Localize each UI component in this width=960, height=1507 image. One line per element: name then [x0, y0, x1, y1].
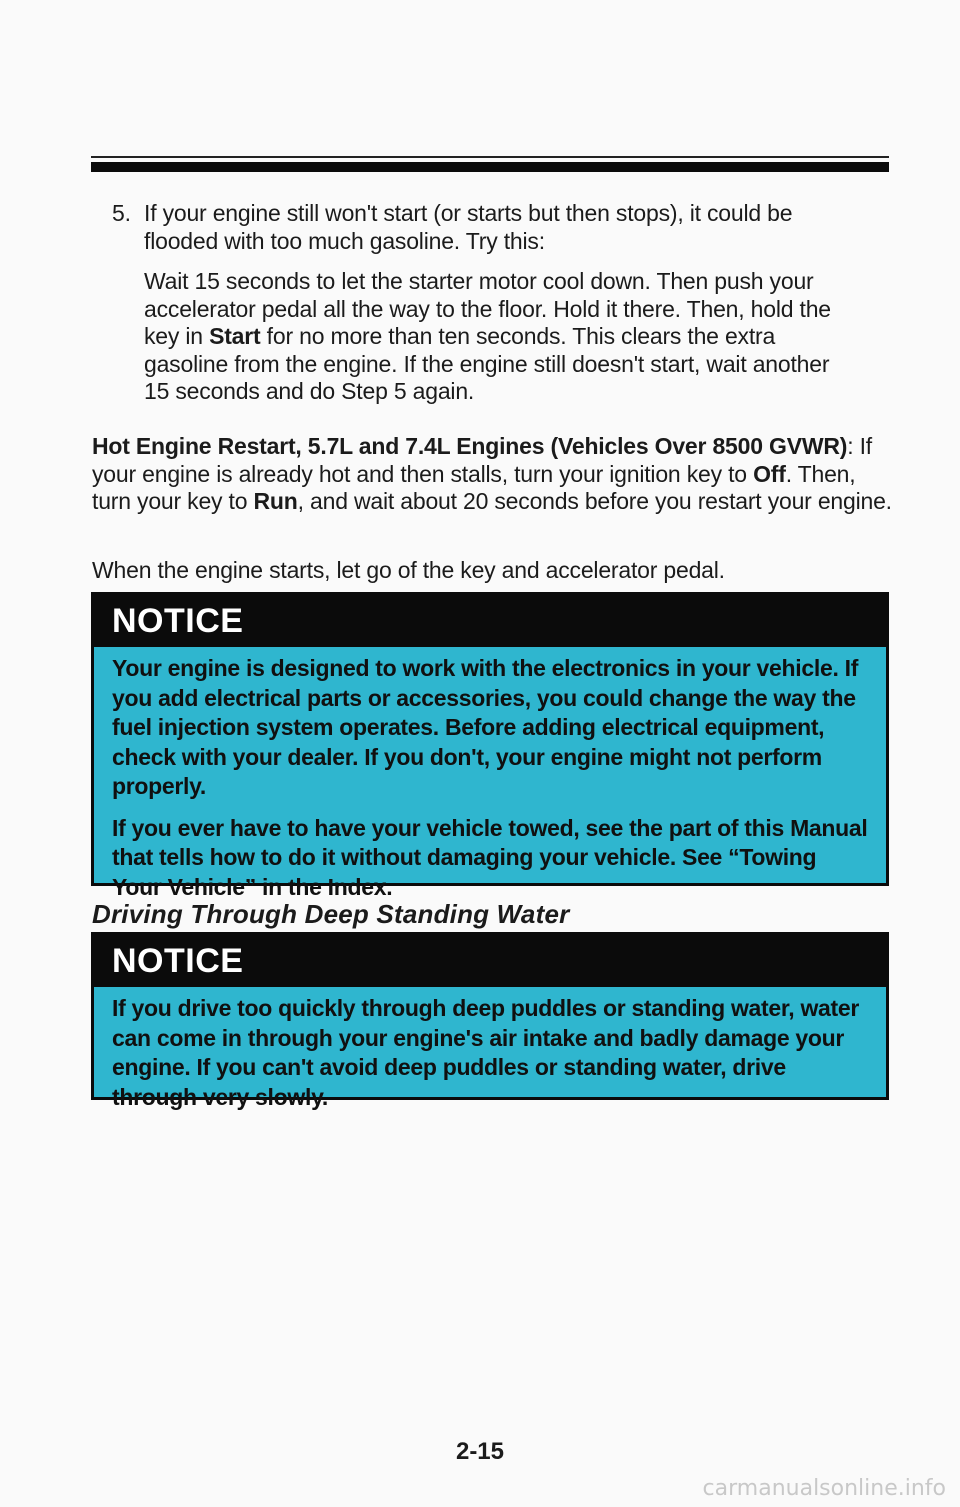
step-5-text-a: Wait 15 seconds to let the starter motor cool down. Then push your accelerator pedal all the way to the floor. Hold it there. Then, hold the key in — [144, 268, 831, 349]
start-key-position: Start — [209, 323, 261, 349]
notice-body — [94, 647, 886, 914]
header-thin-rule — [91, 156, 889, 158]
page-number: 2-15 — [455, 1438, 505, 1465]
notice-label: NOTICE — [94, 595, 886, 647]
engine-starts-paragraph: When the engine starts, let go of the key and accelerator pedal. — [92, 557, 725, 583]
hot-engine-restart-paragraph — [92, 433, 897, 516]
step-5-intro: If your engine still won't start (or starts but then stops), it could be flooded with too much gasoline. Try this: — [144, 200, 793, 254]
step-5 — [112, 200, 852, 406]
hot-restart-text-2: . Then, turn your key to — [92, 460, 856, 514]
notice-body — [94, 987, 886, 1124]
step-5-text-b: for no more than ten seconds. This clears the extra gasoline from the engine. If the engine still doesn't start, wait another 15 seconds and do Step 5 again. — [144, 323, 830, 404]
notice-box-electronics — [91, 592, 889, 900]
header-rule — [91, 162, 889, 172]
step-5-instructions — [112, 268, 852, 406]
hot-restart-text-1: : If your engine is already hot and then stalls, turn your ignition key to — [92, 433, 872, 487]
notice-paragraph: Your engine is designed to work with the electronics in your vehicle. If you add electrical parts or accessories, you could change the way the fuel injection system operates. Before adding electrical equipment, check with your dealer. If you don't, your engine might not perform properly. — [112, 655, 859, 799]
run-key-position: Run — [253, 488, 298, 514]
hot-restart-heading: Hot Engine Restart, 5.7L and 7.4L Engines (Vehicles Over 8500 GVWR) — [92, 433, 848, 459]
notice-box-standing-water — [91, 932, 889, 1110]
hot-restart-text-3: , and wait about 20 seconds before you restart your engine. — [297, 488, 892, 514]
step-number: 5. — [112, 200, 131, 226]
notice-label: NOTICE — [94, 935, 886, 987]
off-key-position: Off — [753, 460, 786, 487]
watermark: carmanualsonline.info — [702, 1476, 946, 1501]
section-title: Driving Through Deep Standing Water — [92, 899, 570, 929]
notice-paragraph: If you drive too quickly through deep puddles or standing water, water can come in through your engine's air intake and badly damage your engine. If you can't avoid deep puddles or standing water, drive through very slowly. — [112, 995, 860, 1110]
notice-paragraph: If you ever have to have your vehicle towed, see the part of this Manual that tells how to do it without damaging your vehicle. See “Towing Your Vehicle” in the Index. — [112, 814, 868, 900]
